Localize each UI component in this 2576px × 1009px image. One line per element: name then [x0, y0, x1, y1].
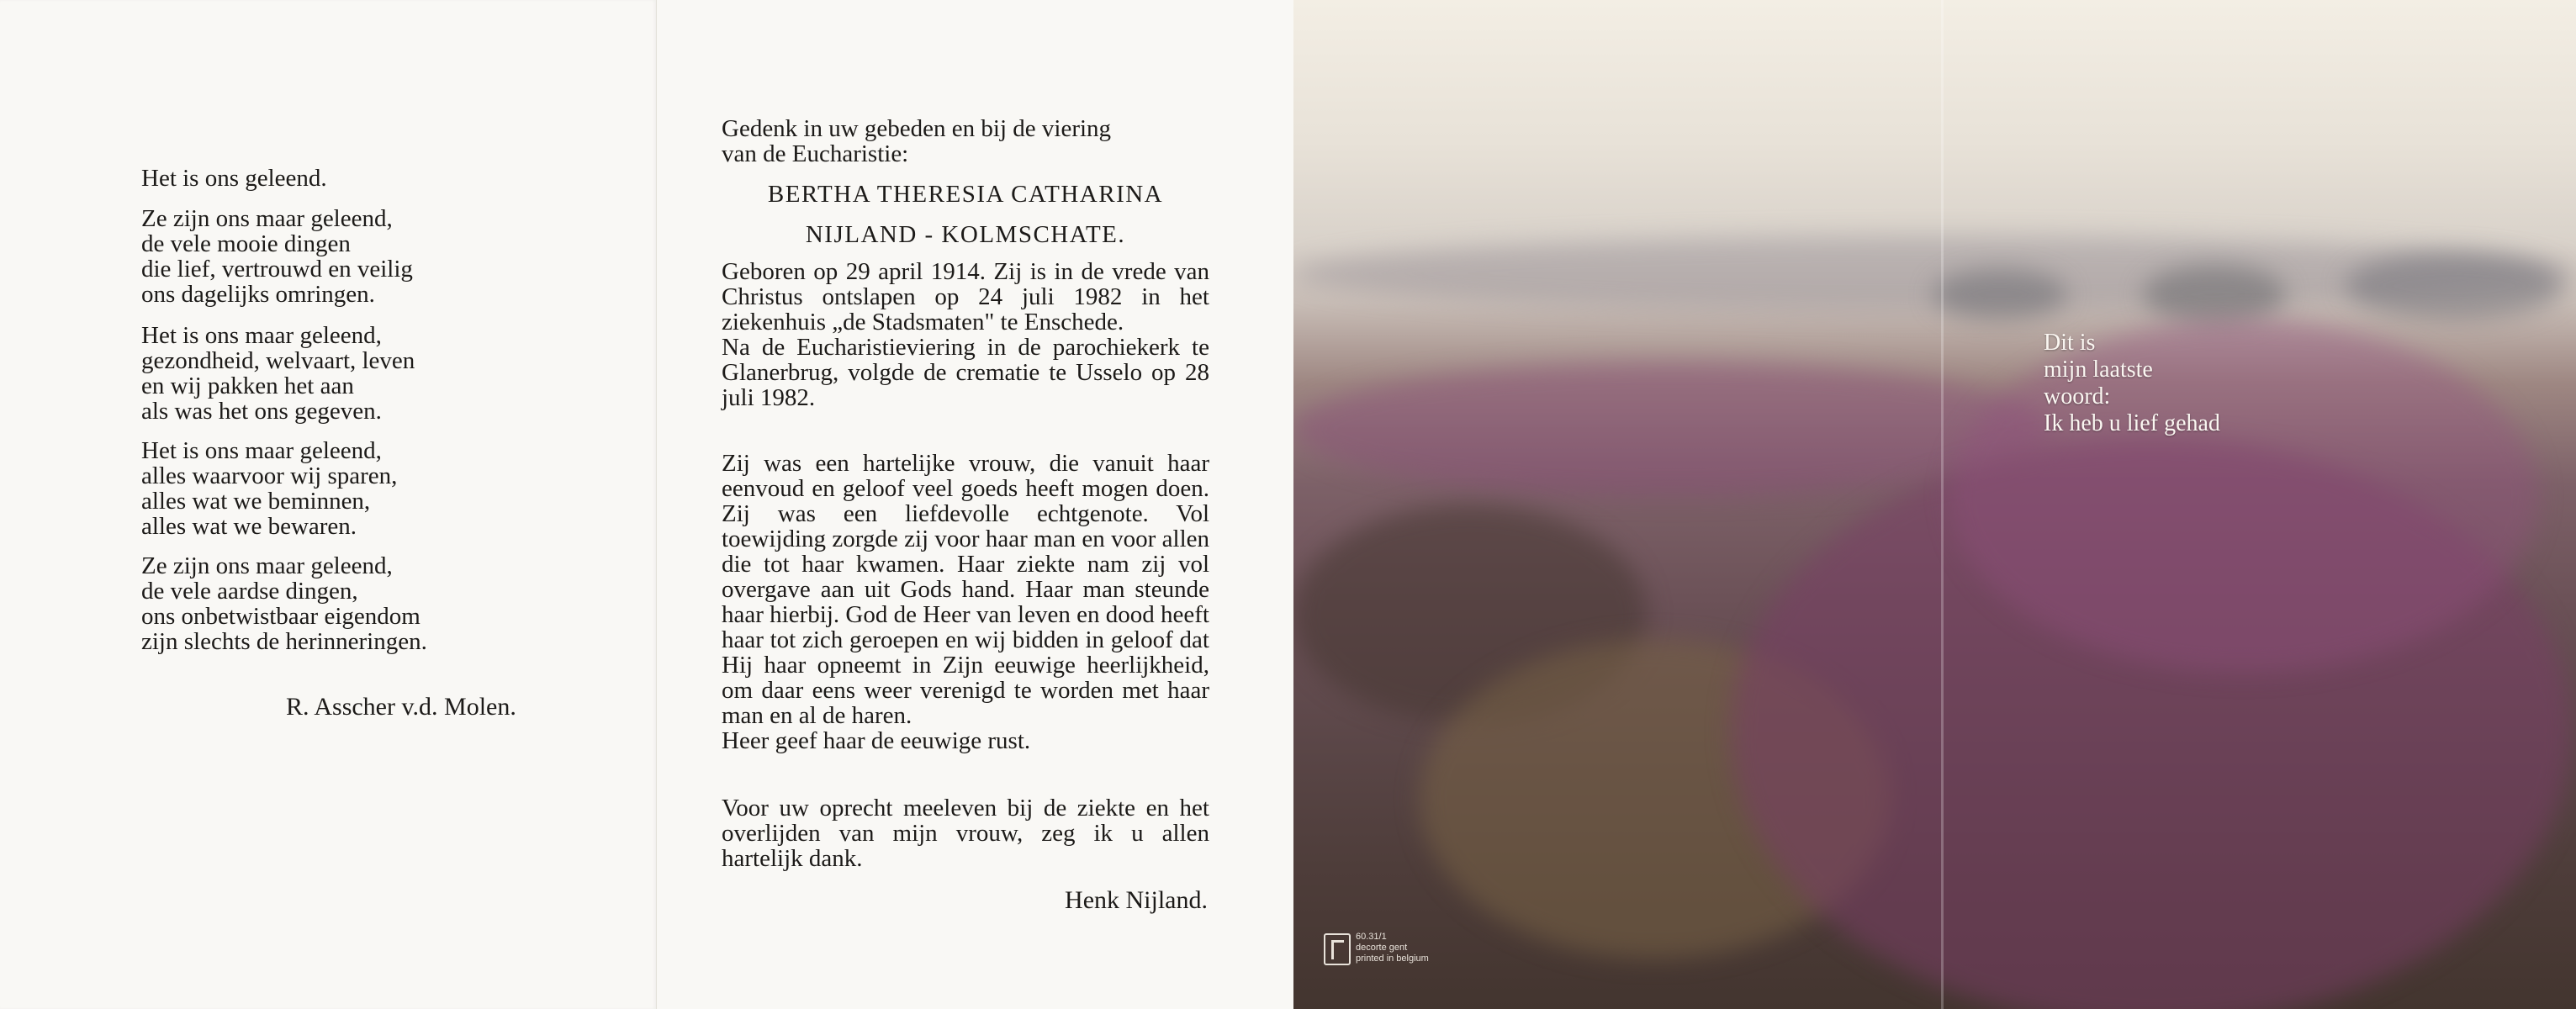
poem-line: Ze zijn ons maar geleend,	[141, 552, 393, 579]
card-fold	[1941, 0, 1944, 1009]
intro-line: van de Eucharistie:	[722, 140, 909, 167]
poem-line: alles wat we beminnen,	[141, 488, 371, 515]
poem-line: Ze zijn ons maar geleend,	[141, 205, 393, 232]
poem-line: ons dagelijks omringen.	[141, 281, 375, 308]
publisher-imprint	[1356, 932, 1429, 964]
cover-quote	[2044, 330, 2220, 437]
poem-title: Het is ons geleend.	[141, 165, 327, 192]
quote-line: Ik heb u lief gehad	[2044, 410, 2220, 436]
poem-line: zijn slechts de herinneringen.	[141, 628, 427, 655]
publisher-code: 60.31/1	[1356, 932, 1387, 942]
poem-stanza	[141, 323, 415, 424]
publisher-logo-icon	[1324, 933, 1351, 965]
poem-stanza	[141, 553, 427, 654]
mass-paragraph: Na de Eucharistieviering in de parochiekerk te Glanerbrug, volgde de crematie te Usselo op 28 juli 1982.	[722, 334, 1209, 411]
poem-line: Het is ons maar geleend,	[141, 322, 382, 349]
poem-stanza	[141, 206, 413, 307]
poem-line: ons onbetwistbaar eigendom	[141, 603, 421, 630]
signature: Henk Nijland.	[1065, 886, 1208, 914]
poem-line: en wij pakken het aan	[141, 372, 354, 399]
poem-line: alles wat we bewaren.	[141, 513, 357, 540]
distant-tree	[1933, 269, 2067, 320]
poem-page	[0, 0, 656, 1009]
character-paragraph: Zij was een hartelijke vrouw, die vanuit haar eenvoud en geloof veel goeds heeft mogen doen. Zij was een liefdevolle echtgenote. Vol toewijding zorgde zij voor haar man en voor allen die tot haar kwamen. Haar ziekte nam zij vol overgave aan uit Gods hand. Haar man steunde haar hierbij. God de Heer van leven en dood heeft haar tot zich geroepen en wij bidden in geloof dat Hij haar opneemt in Zijn eeuwige heerlijkheid, om daar eens weer verenigd te worden met haar man en al de haren.	[722, 450, 1209, 729]
heather-bush	[1949, 320, 2538, 673]
memorial-intro	[722, 116, 1209, 166]
poem-line: die lief, vertrouwd en veilig	[141, 256, 413, 283]
heather-field	[1293, 362, 2050, 496]
quote-line: woord:	[2044, 383, 2111, 409]
distant-tree	[2345, 252, 2563, 320]
poem-line: alles waarvoor wij sparen,	[141, 462, 398, 489]
poem-line: gezondheid, welvaart, leven	[141, 347, 415, 374]
publisher-print: printed in belgium	[1356, 954, 1429, 964]
character-block	[722, 451, 1209, 753]
poem-line: als was het ons gegeven.	[141, 398, 382, 425]
biography-block	[722, 259, 1209, 410]
distant-tree	[2143, 265, 2286, 324]
born-paragraph: Geboren op 29 april 1914. Zij is in de vrede van Christus ontslapen op 24 juli 1982 in het ziekenhuis „de Stadsmaten" te Enschede.	[722, 258, 1209, 335]
thanks-paragraph: Voor uw oprecht meeleven bij de ziekte en het overlijden van mijn vrouw, zeg ik u allen hartelijk dank.	[722, 795, 1209, 872]
intro-line: Gedenk in uw gebeden en bij de viering	[722, 115, 1112, 142]
poem-line: de vele mooie dingen	[141, 230, 351, 257]
publisher-name: decorte gent	[1356, 943, 1408, 953]
poem-line: Het is ons maar geleend,	[141, 437, 382, 464]
deceased-given-names: BERTHA THERESIA CATHARINA	[767, 181, 1164, 208]
prayer-line: Heer geef haar de eeuwige rust.	[722, 727, 1031, 754]
quote-line: Dit is	[2044, 330, 2096, 356]
poem-stanza	[141, 438, 397, 539]
poem-line: de vele aardse dingen,	[141, 578, 358, 605]
poem-author: R. Asscher v.d. Molen.	[286, 693, 516, 721]
heather-landscape-photo	[1293, 0, 2576, 1009]
deceased-surname: NIJLAND - KOLMSCHATE.	[805, 221, 1126, 248]
quote-line: mijn laatste	[2044, 357, 2153, 383]
